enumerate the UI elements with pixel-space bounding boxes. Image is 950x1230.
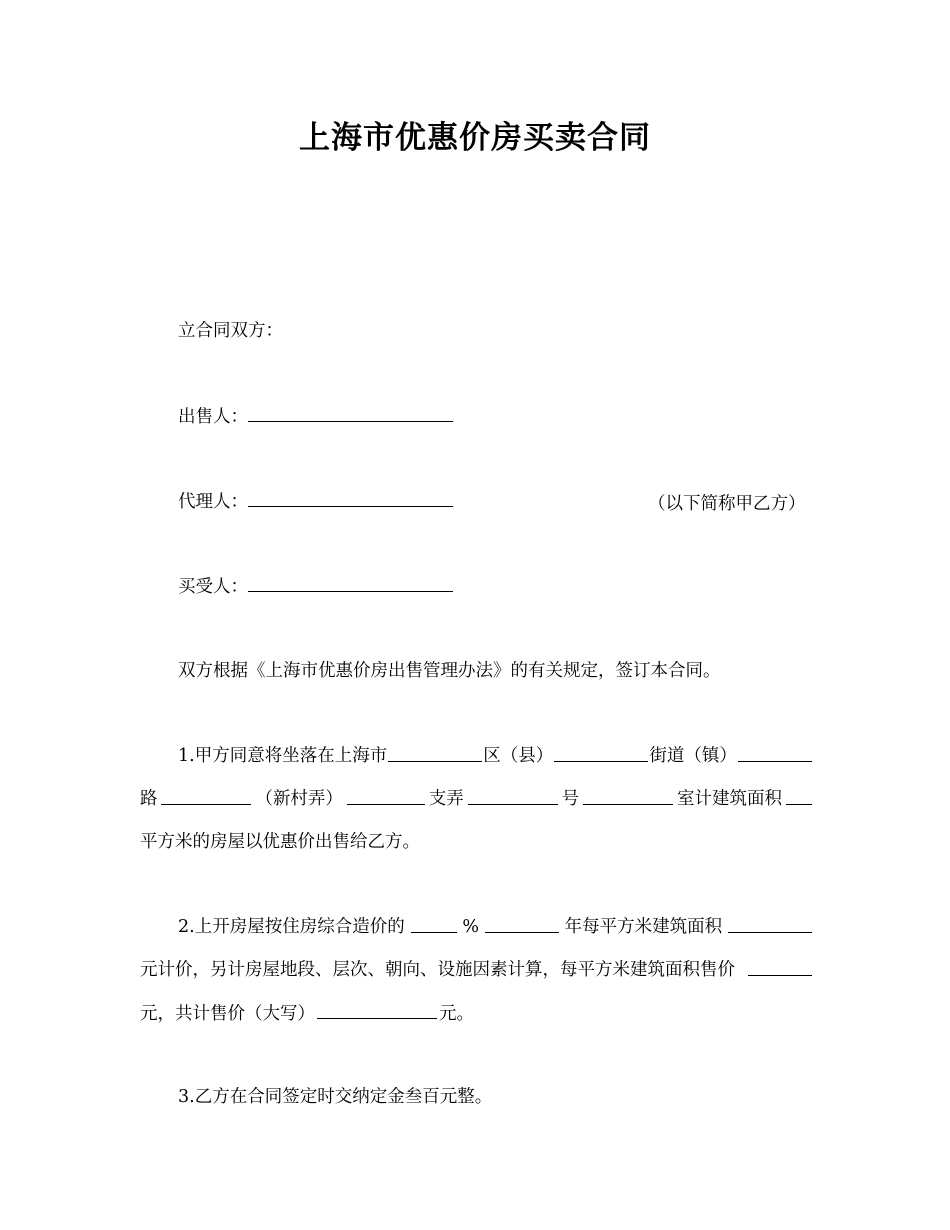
sublane-blank[interactable] <box>468 788 558 805</box>
clause2-text-f: 元。 <box>439 1004 474 1024</box>
lane-blank[interactable] <box>347 788 425 805</box>
parties-intro: 立合同双方： <box>178 321 283 341</box>
clause2-text-percent: % <box>462 917 479 937</box>
agent-label: 代理人： <box>178 492 248 512</box>
clause2-line2 <box>140 959 812 981</box>
clause1-line2 <box>140 788 812 810</box>
agent-blank[interactable] <box>248 490 453 507</box>
number-blank[interactable] <box>583 788 673 805</box>
town-blank[interactable] <box>738 745 812 762</box>
page-title: 上海市优惠价房买卖合同 <box>299 120 651 156</box>
clause1-text-area: 室计建筑面积 <box>677 789 782 809</box>
seller-label: 出售人： <box>178 407 248 427</box>
clause1-text-a: 1.甲方同意将坐落在上海市 <box>178 746 388 766</box>
clause2-text-c: 年每平方米建筑面积 <box>564 917 723 937</box>
clause2-line3 <box>140 1002 812 1025</box>
unit-price-blank[interactable] <box>748 959 812 976</box>
buyer-blank[interactable] <box>248 575 453 592</box>
clause1-text-sublane: 支弄 <box>428 789 464 809</box>
clause2-text-a: 2.上开房屋按住房综合造价的 <box>178 917 405 937</box>
clause1-text-road: 路 <box>140 789 158 809</box>
clause1-line3: 平方米的房屋以优惠价出售给乙方。 <box>140 832 420 852</box>
clause2-line1 <box>140 916 812 938</box>
percent-blank[interactable] <box>411 916 457 933</box>
year-blank[interactable] <box>485 916 559 933</box>
clause2-text-d: 元计价，另计房屋地段、层次、朝向、设施因素计算，每平方米建筑面积售价 <box>140 960 735 980</box>
seller-blank[interactable] <box>248 405 453 422</box>
road-blank[interactable] <box>161 788 251 805</box>
clause3: 3.乙方在合同签定时交纳定金叁百元整。 <box>178 1087 493 1107</box>
district-blank[interactable] <box>388 745 482 762</box>
seller-line <box>140 405 850 428</box>
area-blank[interactable] <box>786 788 812 805</box>
preamble: 双方根据《上海市优惠价房出售管理办法》的有关规定，签订本合同。 <box>178 661 721 681</box>
clause2-text-e: 元，共计售价（大写） <box>140 1004 315 1024</box>
clause1-line1 <box>140 745 812 767</box>
buyer-label: 买受人： <box>178 577 248 597</box>
street-blank[interactable] <box>554 745 648 762</box>
clause1-text-lane: （新村弄） <box>255 789 343 809</box>
buyer-line <box>140 575 850 598</box>
total-price-blank[interactable] <box>317 1002 437 1019</box>
unit-cost-blank[interactable] <box>728 916 812 933</box>
parties-note: （以下简称甲乙方） <box>648 494 806 514</box>
clause1-text-c: 街道（镇） <box>649 746 737 766</box>
clause1-text-number: 号 <box>561 789 580 809</box>
clause1-text-b: 区（县） <box>483 746 554 766</box>
